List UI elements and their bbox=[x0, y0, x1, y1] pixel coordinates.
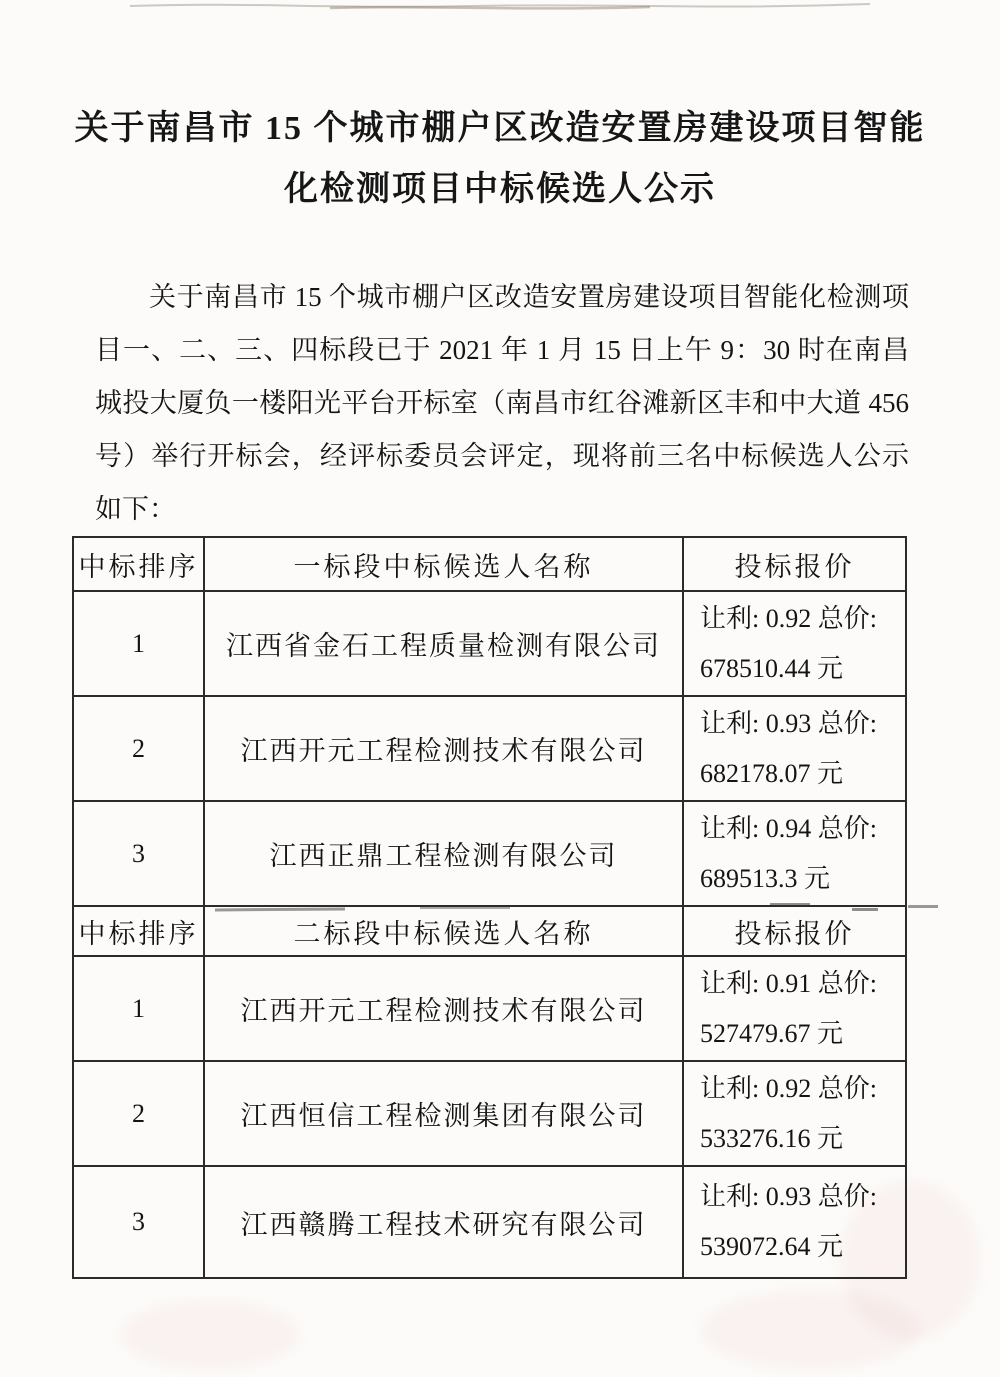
header-cell-price: 投标报价 bbox=[683, 906, 906, 956]
price-line1: 让利: 0.92 总价: bbox=[700, 603, 877, 633]
company-cell: 江西开元工程检测技术有限公司 bbox=[204, 956, 683, 1061]
table-row bbox=[73, 801, 906, 906]
table-row bbox=[73, 591, 906, 696]
page-title bbox=[50, 98, 950, 220]
table-header-row-section1 bbox=[73, 537, 906, 591]
rank-cell: 1 bbox=[73, 591, 204, 696]
page-title-line1: 关于南昌市 15 个城市棚户区改造安置房建设项目智能 bbox=[74, 110, 926, 147]
price-line2: 678510.44 元 bbox=[700, 653, 844, 683]
price-line1: 让利: 0.91 总价: bbox=[700, 968, 877, 998]
scan-artifact-blot bbox=[120, 1300, 300, 1370]
table-row bbox=[73, 696, 906, 801]
page-title-line2: 化检测项目中标候选人公示 bbox=[284, 171, 716, 208]
paragraph-line: 关于南昌市 15 个城市棚户区改造安置房建设项目智能化检测项 bbox=[149, 282, 909, 312]
price-line2: 533276.16 元 bbox=[700, 1123, 844, 1153]
company-cell: 江西恒信工程检测集团有限公司 bbox=[204, 1061, 683, 1166]
price-line2: 682178.07 元 bbox=[700, 758, 844, 788]
rank-cell: 1 bbox=[73, 956, 204, 1061]
price-cell bbox=[683, 591, 906, 696]
price-line2: 527479.67 元 bbox=[700, 1018, 844, 1048]
table-row bbox=[73, 956, 906, 1061]
company-cell: 江西赣腾工程技术研究有限公司 bbox=[204, 1166, 683, 1278]
paragraph-line: 城投大厦负一楼阳光平台开标室（南昌市红谷滩新区丰和中大道 456 bbox=[95, 388, 909, 418]
price-cell bbox=[683, 1061, 906, 1166]
rank-cell: 2 bbox=[73, 696, 204, 801]
scan-artifact-top-line bbox=[0, 0, 1000, 14]
scan-artifact-dash bbox=[908, 905, 938, 908]
company-cell: 江西开元工程检测技术有限公司 bbox=[204, 696, 683, 801]
header-cell-name: 二标段中标候选人名称 bbox=[204, 906, 683, 956]
header-cell-rank: 中标排序 bbox=[73, 537, 204, 591]
price-line1: 让利: 0.93 总价: bbox=[700, 1182, 877, 1211]
rank-cell: 3 bbox=[73, 1166, 204, 1278]
rank-cell: 2 bbox=[73, 1061, 204, 1166]
price-cell bbox=[683, 696, 906, 801]
body-paragraph bbox=[95, 271, 909, 536]
table-row bbox=[73, 1061, 906, 1166]
paragraph-line: 目一、二、三、四标段已于 2021 年 1 月 15 日上午 9：30 时在南昌 bbox=[95, 335, 909, 365]
company-cell: 江西正鼎工程检测有限公司 bbox=[204, 801, 683, 906]
bid-candidates-table bbox=[72, 536, 907, 1279]
header-cell-name: 一标段中标候选人名称 bbox=[204, 537, 683, 591]
price-cell bbox=[683, 956, 906, 1061]
price-line1: 让利: 0.92 总价: bbox=[700, 1073, 877, 1103]
price-line2: 539072.64 元 bbox=[700, 1232, 844, 1261]
header-cell-rank: 中标排序 bbox=[73, 906, 204, 956]
scan-artifact-blot bbox=[700, 1290, 920, 1370]
paragraph-line: 号）举行开标会，经评标委员会评定，现将前三名中标候选人公示 bbox=[95, 441, 909, 471]
price-cell bbox=[683, 801, 906, 906]
paragraph-line: 如下： bbox=[95, 494, 176, 524]
company-cell: 江西省金石工程质量检测有限公司 bbox=[204, 591, 683, 696]
rank-cell: 3 bbox=[73, 801, 204, 906]
price-cell bbox=[683, 1166, 906, 1278]
table-row bbox=[73, 1166, 906, 1278]
header-cell-price: 投标报价 bbox=[683, 537, 906, 591]
price-line2: 689513.3 元 bbox=[700, 863, 831, 893]
table-header-row-section2 bbox=[73, 906, 906, 956]
price-line1: 让利: 0.93 总价: bbox=[700, 708, 877, 738]
price-line1: 让利: 0.94 总价: bbox=[700, 813, 877, 843]
